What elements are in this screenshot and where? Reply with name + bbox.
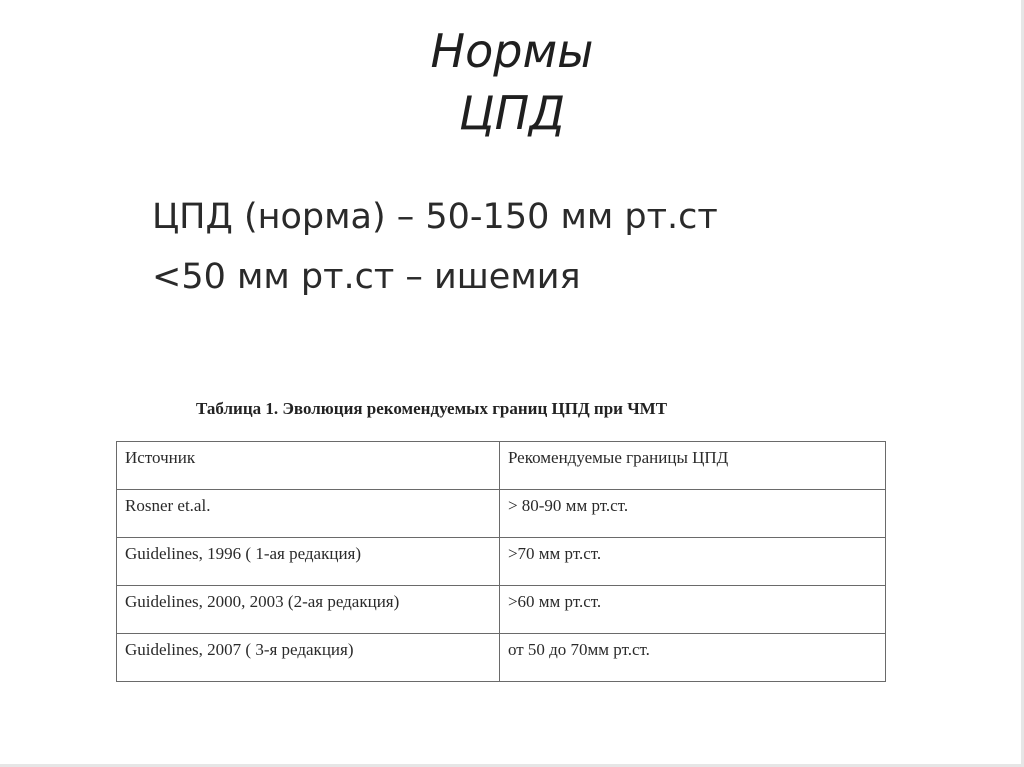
slide-title (0, 20, 1024, 144)
table-header-source: Источник (117, 442, 500, 490)
table-cell-limits: от 50 до 70мм рт.ст. (499, 634, 885, 682)
table-cell-limits: > 80-90 мм рт.ст. (499, 490, 885, 538)
slide-title-line-2: ЦПД (458, 86, 566, 140)
table-caption: Таблица 1. Эволюция рекомендуемых границ ЦПД при ЧМТ (196, 399, 668, 418)
table-cell-limits: >70 мм рт.ст. (499, 538, 885, 586)
bullet-normal-range: ЦПД (норма) – 50-150 мм рт.ст (152, 197, 718, 237)
table-header-limits: Рекомендуемые границы ЦПД (499, 442, 885, 490)
table-cell-source: Guidelines, 2000, 2003 (2-ая редакция) (117, 586, 500, 634)
table-header-row (117, 442, 886, 490)
slide-title-line-1: Нормы (430, 24, 594, 78)
table-row (117, 586, 886, 634)
table-row (117, 490, 886, 538)
bullet-list (152, 193, 772, 313)
table-cell-limits: >60 мм рт.ст. (499, 586, 885, 634)
table-cell-source: Rosner et.al. (117, 490, 500, 538)
table-row (117, 538, 886, 586)
table-cell-source: Guidelines, 1996 ( 1-ая редакция) (117, 538, 500, 586)
table-cell-source: Guidelines, 2007 ( 3-я редакция) (117, 634, 500, 682)
table-row (117, 634, 886, 682)
bullet-ischemia: <50 мм рт.ст – ишемия (152, 257, 581, 297)
cpd-table (116, 441, 886, 682)
